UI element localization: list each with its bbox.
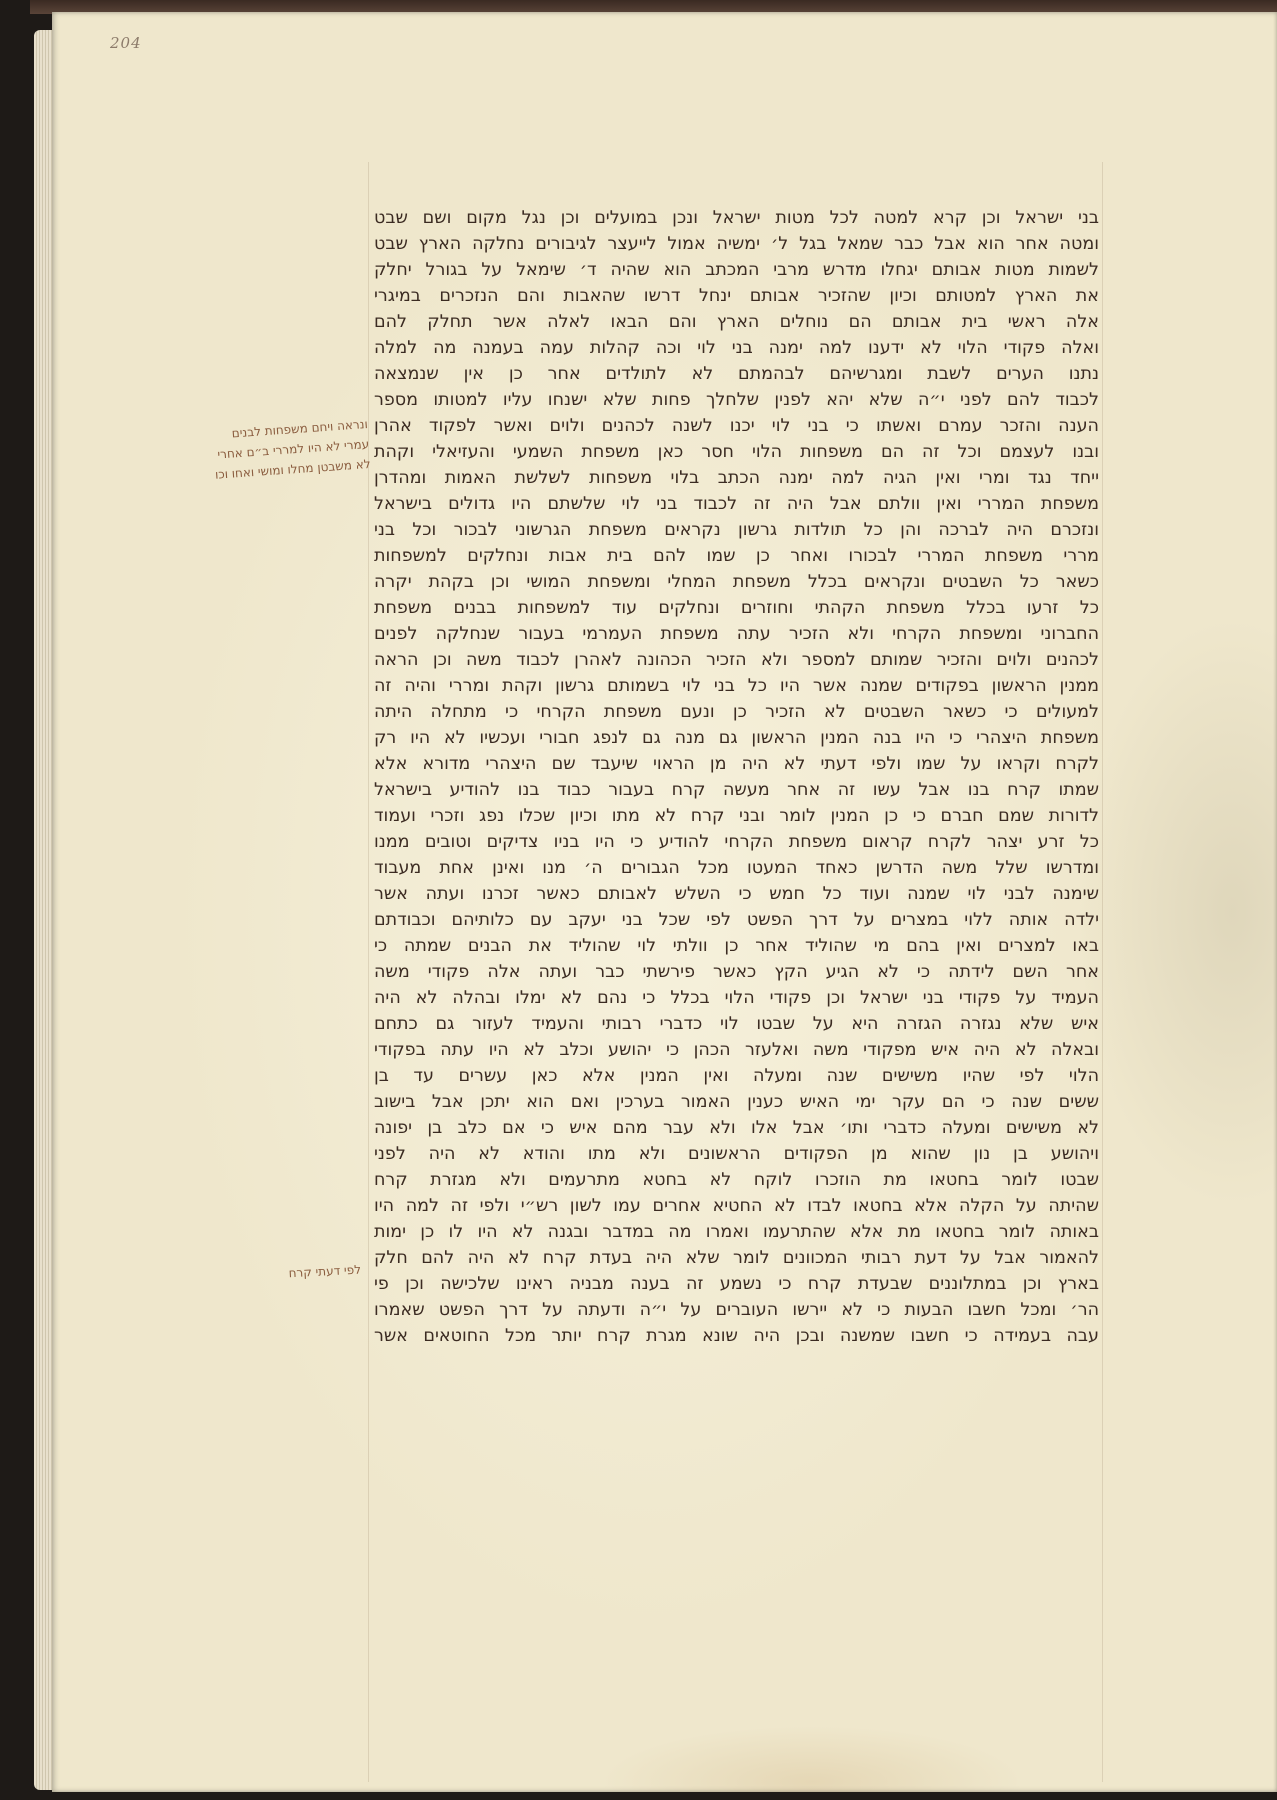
- text-line: באו למצרים ואין בהם מי שהוליד אחר כן וולתי לוי שהוליד את הבנים שמתה כי: [374, 936, 1099, 956]
- text-line: להאמור אבל על דעת רבותי המכוונים לומר שלא היה בעדת קרח לא היה להם חלק: [374, 1248, 1099, 1268]
- text-line: ואלה פקודי הלוי לא ידענו למה ימנה בני לוי וכה קהלות עמה בעמנה מה למלה: [374, 338, 1099, 358]
- text-line: לכבוד להם לפני י״ה שלא יהא לפנין שלחלך פחות שלא ישנחו עליו למטותו מספר: [374, 390, 1099, 410]
- text-line: כל זרעו בכלל משפחת הקהתי וחוזרים ונחלקים עוד למשפחות בבנים משפחת: [374, 598, 1099, 618]
- text-line: לדורות שמם חברם כי כן המנין לומר ובני קרח לא מתו וכיון שכלו נפג וזכרי ועמוד: [374, 806, 1099, 826]
- text-line: לשמות מטות אבותם יגחלו מדרש מרבי המכתב הוא שהיה ד׳ שימאל על בגורל יחלק: [374, 260, 1099, 280]
- text-line: לא משישים ומעלה כדברי ותו׳ אבל אלו ולא עבר מהם איש כי אם כלב בן יפונה: [374, 1118, 1099, 1138]
- text-line: שמתו קרח בנו אבל עשו זה אחר מעשה קרח בעבור כבוד בנו להודיע בישראל: [374, 780, 1099, 800]
- text-line: ומטה אחר הוא אבל כבר שמאל בגל ל׳ ימשיה אמול לייעצר לגיבורים נחלקה הארץ שבט: [374, 234, 1099, 254]
- text-line: לקרח וקראו על שמו ולפי דעתי לא היה מן הראוי שיעבד שם היצהרי מדורא אלא: [374, 754, 1099, 774]
- marginal-note-upper: [162, 414, 371, 488]
- text-line: עבה בעמידה כי חשבו שמשנה ובכן היה שונא מגרת קרח יותר מכל החוטאים אשר: [374, 1326, 1099, 1346]
- text-line: כשאר כל השבטים ונקראים בכלל משפחת המחלי ומשפחת המושי וכן בקהת יקרה: [374, 572, 1099, 592]
- text-line: ייחד נגד ומרי ואין הגיה למה ימנה הכתב בלוי משפחות לשלשת האמות ומהדרן: [374, 468, 1099, 488]
- folio-number: 204: [110, 34, 142, 52]
- marginal-note-lower: לפי דעתי קרח: [288, 1262, 362, 1281]
- text-line: ומדרשו שלל משה הדרשן כאחד המעטו מכל הגבורים ה׳ מנו ואינן אחת מעבוד: [374, 858, 1099, 878]
- text-line: נתנו הערים לשבת ומגרשיהם לבהמתם לא לתולדים אחר כן אין שנמצאה: [374, 364, 1099, 384]
- text-line: אחר השם לידתה כי לא הגיע הקץ כאשר פירשתי כבר ועתה אלה פקודי משה: [374, 962, 1099, 982]
- text-line: את הארץ למטותם וכיון שהזכיר אבותם ינחל דרשו שהאבות והם הנזכרים במיגרי: [374, 286, 1099, 306]
- text-line: בארץ וכן במתלוננים שבעדת קרח כי נשמע זה בענה מבניה ראינו שלכישה וכן פי: [374, 1274, 1099, 1294]
- text-line: שבטו לומר בחטאו מת הוזכרו לוקח לא בחטא מתרעמים ולא מגזרת קרח: [374, 1170, 1099, 1190]
- marginal-note-line: עמרי לא היו למררי ב״ם אחרי: [216, 436, 370, 462]
- text-line: אלה ראשי בית אבותם הם נוחלים הארץ והם הבאו לאלה אשר תחלק להם: [374, 312, 1099, 332]
- text-line: החברוני ומשפחת הקרחי ולא הזכיר עתה משפחת העמרמי בעבור שנחלקה לפנים: [374, 624, 1099, 644]
- text-line: ובאלה לא היה איש מפקודי משה ואלעזר הכהן כי יהושע וכלב לא היו עתה בפקודי: [374, 1040, 1099, 1060]
- text-line: ויהושע בן נון שהוא מן הפקודים הראשונים ולא מתו והודא לא היה לפני: [374, 1144, 1099, 1164]
- text-line: כל זרע יצהר לקרח קראום משפחת הקרחי להודיע כי היו בניו צדיקים וטובים ממנו: [374, 832, 1099, 852]
- ruling-line-right: [1102, 162, 1103, 1782]
- text-line: ממנין הראשון בפקודים שמנה אשר היו כל בני לוי בשמותם גרשון וקהת ומררי והיה זה: [374, 676, 1099, 696]
- text-line: הלוי לפי שהיו משישים שנה ומעלה ואין המנין אלא כאן עשרים עד בן: [374, 1066, 1099, 1086]
- main-text-column: [374, 205, 1099, 1349]
- text-line: הענה והזכר עמרם ואשתו כי בני לוי יכנו לשנה לכהנים ולוים ואשר לפקוד אהרן: [374, 416, 1099, 436]
- marginal-note-line: לא משבטן מחלו ומושי ואחו וכו: [214, 456, 371, 482]
- text-line: באותה לומר בחטאו מת אלא שהתרעמו ואמרו מה במדבר ובגנה לא היו לו כן ימות: [374, 1222, 1099, 1242]
- text-line: איש שלא נגזרה הגזרה היא על שבטו לוי כדברי רבותי והעמיד לעזור גם כתחם: [374, 1014, 1099, 1034]
- text-line: למעולים כי כשאר השבטים לא הזכיר כן ונעם משפחת הקרחי כי מתחלה היתה: [374, 702, 1099, 722]
- text-line: לכהנים ולוים והזכיר שמותם למספר ולא הזכיר הכהונה לאהרן לכבוד משה וכן הראה: [374, 650, 1099, 670]
- text-line: משפחת המררי ואין וולתם אבל היה זה לכבוד בני לוי שלשתם היו גדולים בישראל: [374, 494, 1099, 514]
- text-line: הר׳ ומכל חשבו הבעות כי לא יירשו העוברים על י״ה ודעתה על דרך הפשט שאמרו: [374, 1300, 1099, 1320]
- text-line: משפחת היצהרי כי היו בנה המנין הראשון גם מנה גם לנפג חבורי ועכשיו לא היו רק: [374, 728, 1099, 748]
- marginal-note-line: ונראה ויחם משפחות לבנים: [231, 416, 369, 441]
- text-line: בני ישראל וכן קרא למטה לכל מטות ישראל ונכן במועלים וכן נגל מקום ושם שבט: [374, 208, 1099, 228]
- ruling-line-left: [368, 162, 369, 1782]
- text-line: שהיתה על הקלה אלא בחטאו לבדו לא החטיא אחרים עמו לשון רש״י ולפי זה למה היו: [374, 1196, 1099, 1216]
- text-line: ונזכרם היה לברכה והן כל תולדות גרשון נקראים משפחת הגרשוני לבכור וכל בני: [374, 520, 1099, 540]
- text-line: שימנה לבני לוי שמנה ועוד כל חמש כי השלש לאבותם כאשר זכרנו ועתה אשר: [374, 884, 1099, 904]
- text-line: מררי משפחת המררי לבכורו ואחר כן שמו להם בית אבות ונחלקים למשפחות: [374, 546, 1099, 566]
- text-line: ששים שנה כי הם עקר ימי האיש כענין האמור בערכין ואם הוא יתכן אבל בישוב: [374, 1092, 1099, 1112]
- text-line: ילדה אותה ללוי במצרים על דרך הפשט לפי שכל בני יעקב עם כלותיהם וכבודתם: [374, 910, 1099, 930]
- manuscript-page: [52, 12, 1277, 1792]
- text-line: העמיד על פקודי בני ישראל וכן פקודי הלוי בכלל כי נהם לא ימלו ובהלה לא היה: [374, 988, 1099, 1008]
- text-line: ובנו לעצמם וכל זה הם משפחות הלוי חסר כאן משפחת השמעי והעזיאלי וקהת: [374, 442, 1099, 462]
